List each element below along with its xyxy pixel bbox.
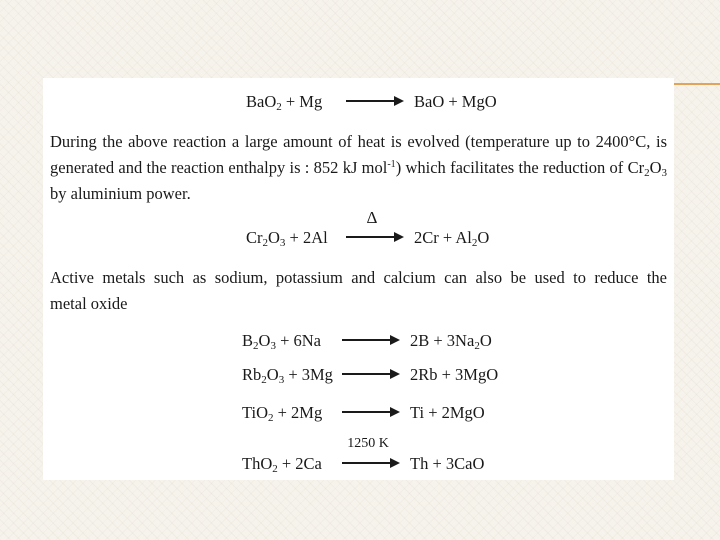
paragraph-heat-evolved [50, 129, 667, 207]
equation-rhs: $2Cr + Al_2O$ [414, 228, 490, 249]
equation-rhs: 2Rb + 3MgO [410, 365, 499, 384]
equation-rhs: Th + 3CaO [410, 454, 485, 473]
reaction-arrow-icon [346, 94, 404, 108]
equation-lhs: BaO$_2$ + Mg [246, 92, 323, 113]
equation-lhs: $B_2O_3 + 6Na$ [242, 331, 321, 352]
paragraph-active-metals [50, 265, 667, 317]
temperature-label: 1250 K [347, 436, 389, 451]
paragraph-line: Active metals such as sodium, potassium and calcium can also be used to reduce the [50, 268, 667, 287]
reaction-arrow-icon [342, 405, 400, 419]
reaction-arrow-icon [346, 230, 404, 244]
reaction-arrow-icon [342, 333, 400, 347]
heat-symbol: Δ [366, 208, 378, 227]
equation-lhs: $Cr_2O_3 + 2Al$ [246, 228, 328, 249]
reaction-arrow-icon [342, 367, 400, 381]
equation-rhs: $2B + 3Na_2O$ [410, 331, 492, 352]
equation-rhs: BaO + MgO [414, 92, 497, 111]
accent-line [674, 83, 720, 85]
paragraph-line: During the above reaction a large amount of heat is evolved (temperature up to 2400°C, is [50, 132, 667, 151]
equation-rhs: Ti + 2MgO [410, 403, 485, 422]
paragraph-line: generated and the reaction enthalpy is : 852 kJ mol$^{-1}$) which facilitates the reduction of $Cr_2O_3$ [50, 158, 668, 179]
equation-lhs: TiO$_2$ + 2Mg [242, 403, 323, 424]
slide-content [43, 78, 674, 480]
equation-lhs: ThO$_2$ + 2Ca [242, 454, 322, 475]
paragraph-line: metal oxide [50, 294, 128, 313]
reaction-arrow-icon [342, 456, 400, 470]
equation-lhs: $Rb_2O_3 + 3Mg$ [242, 365, 333, 386]
paragraph-line: by aluminium power. [50, 184, 191, 203]
